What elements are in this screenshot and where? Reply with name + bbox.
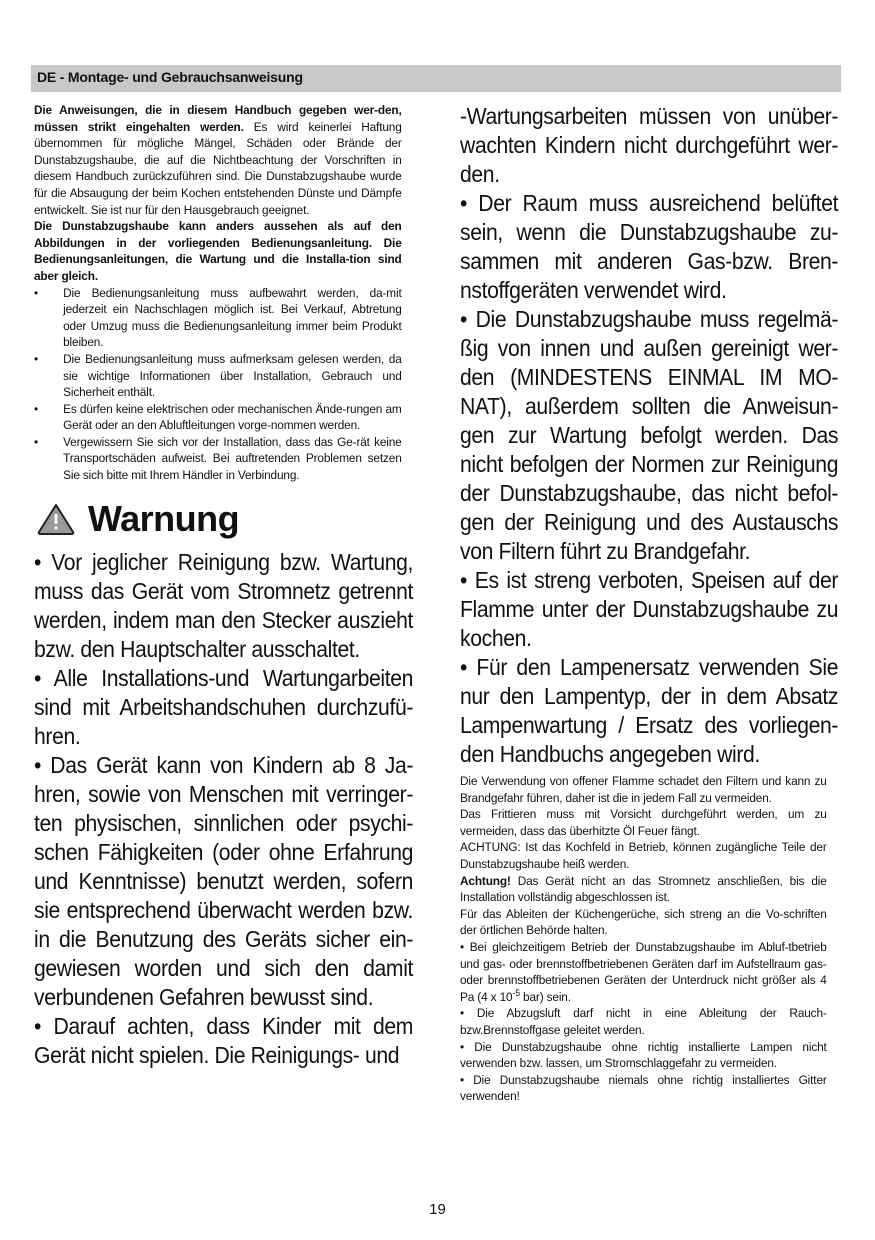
exponent: -5 xyxy=(512,987,520,998)
warning-paragraph: -Wartungsarbeiten müssen von unüber-wachten Kindern nicht durchgeführt wer-den. xyxy=(460,103,839,187)
note-paragraph: • Die Dunstabzugshaube ohne richtig installierte Lampen nicht verwenden bzw. lassen, um Stromschlaggefahr zu vermeiden. xyxy=(460,1039,827,1071)
warning-text xyxy=(34,548,413,1070)
intro-text-1: Es wird keinerlei Haftung übernommen für mögliche Mängel, Schäden oder Brände der Dunstabzugshaube, die auf die Nichtbeachtung der Vorschriften in diesem Handbuch zurückzuführen sind. Die Dunstabzugshaube wurde für die Absaugung der beim Kochen entstehenden Dünste und Dämpfe entwickelt. Sie ist nur für den Hausgebrauch geeignet. xyxy=(34,119,402,217)
list-item: • Die Bedienungsanleitung muss aufmerksam gelesen werden, da sie wichtige Informationen über Installation, Gebrauch und Sicherheit enthält. xyxy=(34,351,402,401)
left-column xyxy=(34,102,413,1070)
note-text: bar) sein. xyxy=(519,989,571,1004)
note-text: • Bei gleichzeitigem Betrieb der Dunstabzugshaube im Abluf-tbetrieb und gas- oder brennstoffbetriebenen Geräten darf im Aufstellraum gas- oder brennstoffbetriebenen Geräten der Unterdruck nicht größer als 4 Pa (4 x 10 xyxy=(460,939,827,1004)
intro-paragraph-1 xyxy=(34,102,402,218)
note-paragraph: Für das Ableiten der Küchengerüche, sich streng an die Vo-schriften der örtlichen Behörde halten. xyxy=(460,906,827,938)
header-title: DE - Montage- und Gebrauchsanweisung xyxy=(37,69,303,85)
note-paragraph: Das Frittieren muss mit Vorsicht durchgeführt werden, um zu vermeiden, dass das überhitzte Öl Feuer fängt. xyxy=(460,807,827,838)
note-paragraph xyxy=(460,939,827,1005)
list-item: • Die Bedienungsanleitung muss aufbewahrt werden, da-mit jederzeit ein Nachschlagen möglich ist. Bei Verkauf, Abtretung oder Umzug muss die Bedienungsanleitung immer beim Produkt bleiben. xyxy=(34,285,402,351)
note-bold: Achtung! xyxy=(460,873,511,888)
warning-triangle-icon xyxy=(36,502,76,536)
warning-paragraph: • Alle Installations-und Wartungarbeiten sind mit Arbeitshandschuhen durchzufü-hren. xyxy=(34,664,414,749)
intro-block xyxy=(34,102,402,484)
warning-paragraph: • Die Dunstabzugshaube muss regelmä-ßig von innen und außen gereinigt wer-den (MINDESTENS EINMAL IM MO-NAT), außerdem sollten die Anweisun-gen zur Wartung befolgt werden. Das nicht befolgen der Normen zur Reinigung der Dunstabzugshaube, das nicht befol-gen der Reinigung und des Austauschs von Filtern führt zu Brandgefahr. xyxy=(460,306,839,564)
warning-paragraph: • Für den Lampenersatz verwenden Sie nur den Lampentyp, der in dem Absatz Lampenwartung / Ersatz des vorliegen-den Handbuchs angegeben wird. xyxy=(460,654,839,767)
section-header xyxy=(31,65,841,92)
intro-bullet-list xyxy=(34,285,402,484)
note-paragraph: ACHTUNG: Ist das Kochfeld in Betrieb, können zugängliche Teile der Dunstabzugshaube heiß werden. xyxy=(460,840,827,871)
warning-paragraph: • Es ist streng verboten, Speisen auf der Flamme unter der Dunstabzugshaube zu kochen. xyxy=(460,567,839,651)
warning-paragraph: • Das Gerät kann von Kindern ab 8 Ja-hren, sowie von Menschen mit verringer-ten physischen, sinnlichen oder psychi-schen Fähigkeiten (oder ohne Erfahrung und Kenntnisse) benutzt werden, sofern sie entsprechend überwacht werden bzw. in die Benutzung des Geräts sicher ein-gewiesen worden und sich den damit verbundenen Gefahren bewusst sind. xyxy=(34,751,414,1010)
warning-title: Warnung xyxy=(88,497,240,539)
note-paragraph: • Die Dunstabzugshaube niemals ohne richtig installiertes Gitter verwenden! xyxy=(460,1072,827,1104)
intro-bold-1: Die Anweisungen, die in diesem Handbuch gegeben wer-den, müssen strikt eingehalten werden. xyxy=(34,103,402,134)
note-text: Das Gerät nicht an das Stromnetz anschließen, bis die Installation vollständig abgeschlossen ist. xyxy=(460,873,827,905)
warning-heading xyxy=(34,494,413,544)
note-paragraph: • Die Abzugsluft darf nicht in eine Ableitung der Rauch-bzw.Brennstoffgase geleitet werden. xyxy=(460,1006,827,1037)
right-column xyxy=(460,102,838,1105)
right-notes xyxy=(460,773,827,1105)
page-number: 19 xyxy=(429,1201,446,1218)
note-paragraph xyxy=(460,873,827,906)
note-paragraph: Die Verwendung von offener Flamme schadet den Filtern und kann zu Brandgefahr führen, daher ist die in jedem Fall zu vermeiden. xyxy=(460,774,827,805)
list-item: • Vergewissern Sie sich vor der Installation, dass das Ge-rät keine Transportschäden aufweist. Bei auftretenden Problemen setzen Sie sich bitte mit Ihrem Händler in Verbindung. xyxy=(34,434,402,484)
warning-paragraph: • Der Raum muss ausreichend belüftet sein, wenn die Dunstabzugshaube zu-sammen mit anderen Gas-bzw. Bren-nstoffgeräten verwendet wird. xyxy=(460,190,839,303)
right-warning-text xyxy=(460,102,838,769)
warning-paragraph: • Darauf achten, dass Kinder mit dem Gerät nicht spielen. Die Reinigungs- und xyxy=(34,1012,414,1068)
intro-paragraph-2 xyxy=(34,218,402,284)
list-item: • Es dürfen keine elektrischen oder mechanischen Ände-rungen am Gerät oder an den Abluftleitungen vorge-nommen werden. xyxy=(34,401,402,434)
warning-paragraph: • Vor jeglicher Reinigung bzw. Wartung, muss das Gerät vom Stromnetz getrennt werden, indem man den Stecker auszieht bzw. den Hauptschalter ausschaltet. xyxy=(34,548,414,662)
intro-bold-2: Die Dunstabzugshaube kann anders aussehen als auf den Abbildungen in der vorliegenden Bedienungsanleitung. Die Bedienungsanleitungen, die Wartung und die Installa-tion sind aber gleich. xyxy=(34,219,402,283)
